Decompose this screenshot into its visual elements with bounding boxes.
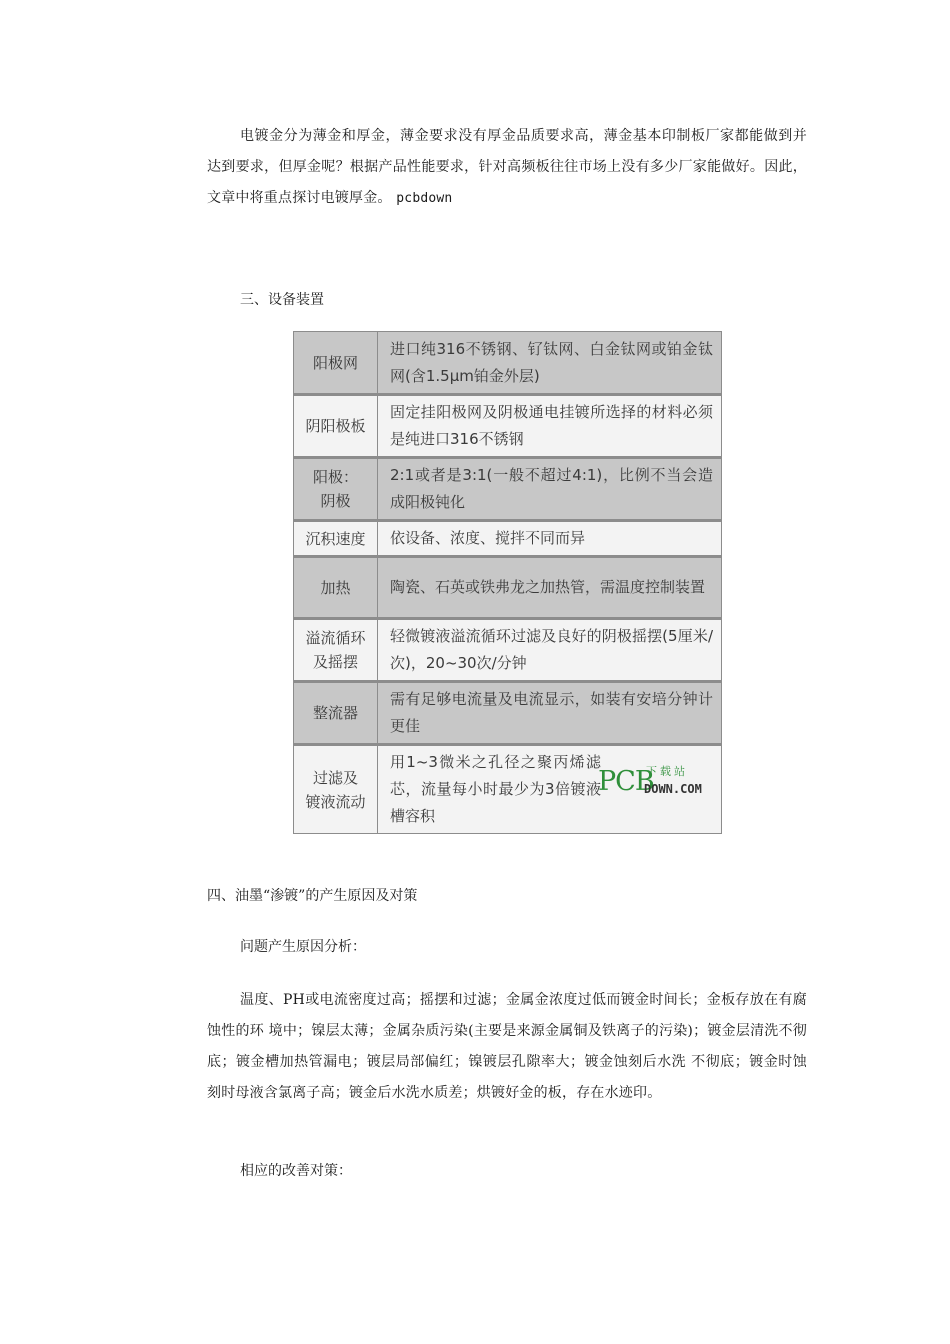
table-row <box>294 682 722 745</box>
intro-source-tag: pcbdown <box>396 191 453 206</box>
section-4-heading: 四、油墨“渗镀”的产生原因及对策 <box>207 888 418 904</box>
cause-analysis-heading: 问题产生原因分析： <box>240 939 366 955</box>
row-value: 依设备、浓度、搅拌不同而异 <box>378 521 722 557</box>
table-row <box>294 557 722 619</box>
section-3-heading: 三、设备装置 <box>240 292 324 308</box>
remedy-heading: 相应的改善对策： <box>240 1163 352 1179</box>
table-row <box>294 458 722 521</box>
row-value: 轻微镀液溢流循环过滤及良好的阴极摇摆(5厘米/次)，20~30次/分钟 <box>378 619 722 682</box>
table-row <box>294 745 722 834</box>
row-value: 2:1或者是3:1(一般不超过4:1)，比例不当会造成阳极钝化 <box>378 458 722 521</box>
row-key <box>294 458 378 521</box>
watermark-domain: DOWN.COM <box>644 782 702 796</box>
row-key-line: 阳极： <box>312 468 358 486</box>
table-row <box>294 395 722 458</box>
row-key: 过滤及 镀液流动 <box>294 745 378 834</box>
row-value: 固定挂阳极网及阴极通电挂镀所选择的材料必须是纯进口316不锈钢 <box>378 395 722 458</box>
table-row <box>294 521 722 557</box>
row-value: 进口纯316不锈钢、钌钛网、白金钛网或铂金钛网(含1.5μm铂金外层) <box>378 332 722 395</box>
intro-paragraph <box>207 121 807 214</box>
row-key: 溢流循环 及摇摆 <box>294 619 378 682</box>
row-value: 用1~3微米之孔径之聚丙烯滤芯，流量每小时最少为3倍镀液槽容积 <box>378 745 722 834</box>
row-key: 加热 <box>294 557 378 619</box>
row-key: 沉积速度 <box>294 521 378 557</box>
watermark-site-label: 下载站 <box>646 765 688 778</box>
cause-analysis-paragraph: 温度、PH或电流密度过高；摇摆和过滤；金属金浓度过低而镀金时间长；金板存放在有腐蚀性的环 境中；镍层太薄；金属杂质污染(主要是来源金属铜及铁离子的污染)；镀金层清洗不彻底；镀金槽加热管漏电；镀层局部偏红；镍镀层孔隙率大；镀金蚀刻后水洗 不彻底；镀金时蚀刻时母液含氯离子高；镀金后水洗水质差；烘镀好金的板，存在水迹印。 <box>207 992 807 1101</box>
row-key: 整流器 <box>294 682 378 745</box>
row-key: 阳极网 <box>294 332 378 395</box>
row-value: 需有足够电流量及电流显示，如装有安培分钟计更佳 <box>378 682 722 745</box>
row-key: 阴阳极板 <box>294 395 378 458</box>
intro-text: 电镀金分为薄金和厚金，薄金要求没有厚金品质要求高，薄金基本印制板厂家都能做到并达到要求，但厚金呢？根据产品性能要求，针对高频板往往市场上没有多少厂家能做好。因此，文章中将重点探讨电镀厚金。 <box>207 128 807 206</box>
equipment-table <box>293 331 722 834</box>
row-value: 陶瓷、石英或铁弗龙之加热管，需温度控制装置 <box>378 557 722 619</box>
row-key-line: 阴极 <box>320 492 351 510</box>
table-row <box>294 332 722 395</box>
watermark-logo-text: PCB <box>598 766 654 797</box>
table-row <box>294 619 722 682</box>
